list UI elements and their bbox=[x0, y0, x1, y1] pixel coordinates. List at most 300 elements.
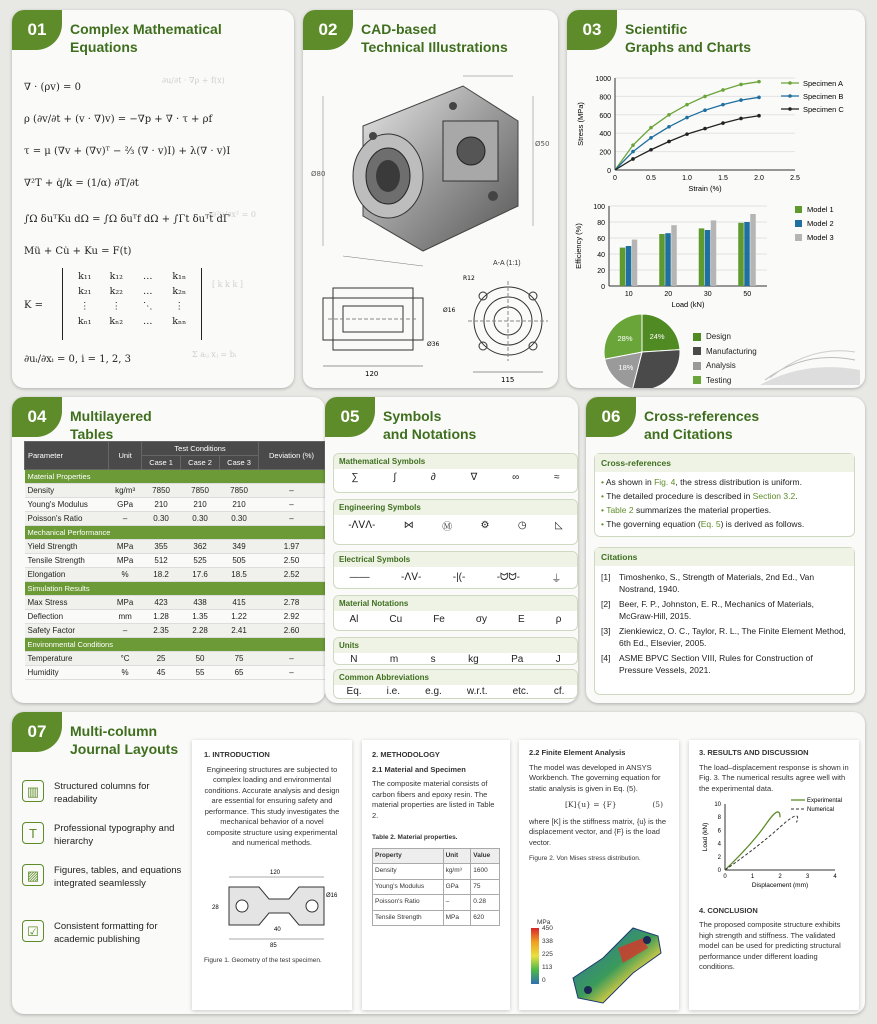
cell-unit: MPa bbox=[109, 540, 142, 554]
symbol-item: N bbox=[350, 654, 358, 665]
data-point bbox=[631, 143, 635, 147]
legend-label: Model 3 bbox=[807, 233, 834, 242]
bar bbox=[744, 222, 750, 286]
y-axis-label: Stress (MPa) bbox=[576, 102, 585, 146]
cell-case: 0.30 bbox=[181, 512, 220, 526]
bar bbox=[711, 220, 717, 286]
cell-case: 7850 bbox=[181, 484, 220, 498]
colorbar bbox=[531, 928, 539, 984]
cell-case: 2.35 bbox=[142, 624, 181, 638]
cross-reference-link[interactable]: Table 2 bbox=[606, 505, 634, 515]
y-tick-label: 40 bbox=[597, 252, 605, 259]
y-tick-label: 400 bbox=[599, 131, 611, 139]
book-decoration bbox=[755, 330, 865, 388]
svg-text:Ø16: Ø16 bbox=[326, 892, 338, 899]
x-tick-label: 0.5 bbox=[646, 175, 656, 182]
matrix-entry: k₁₁ bbox=[78, 271, 92, 282]
symbol-item: -ᐱᐯᐱ- bbox=[348, 520, 376, 531]
cell-case: 65 bbox=[220, 666, 259, 680]
x-tick-label: 3 bbox=[805, 874, 810, 880]
citation-number: [4] bbox=[601, 653, 611, 663]
symbol-item: σy bbox=[475, 614, 488, 625]
table-cell: MPa bbox=[443, 910, 471, 926]
table-section-row bbox=[25, 470, 325, 484]
section-title: Cross-references and Citations bbox=[644, 408, 760, 442]
symbol-item: Pa bbox=[511, 654, 524, 665]
table-header: Unit bbox=[443, 848, 471, 864]
card-cad bbox=[303, 10, 558, 388]
colorbar-label: 0 bbox=[542, 977, 546, 984]
numerical-curve bbox=[725, 816, 798, 870]
pie-label: 28% bbox=[617, 333, 633, 343]
data-point bbox=[757, 114, 761, 118]
x-tick-label: 1 bbox=[750, 874, 755, 880]
cell-deviation: 2.78 bbox=[259, 596, 325, 610]
colorbar-unit: MPa bbox=[537, 919, 551, 926]
table-row bbox=[25, 568, 325, 582]
header-test-conditions: Test Conditions bbox=[142, 442, 259, 456]
section-number: 07 bbox=[12, 712, 62, 752]
multilayer-table bbox=[24, 441, 325, 680]
cell-parameter: Deflection bbox=[25, 610, 109, 624]
data-point bbox=[685, 103, 689, 107]
colorbar-label: 225 bbox=[542, 951, 553, 958]
y-axis-label: Efficiency (%) bbox=[574, 223, 583, 269]
legend-swatch bbox=[693, 362, 701, 370]
symbol-item: kg bbox=[468, 654, 479, 665]
cell-case: 355 bbox=[142, 540, 181, 554]
cell-case: 362 bbox=[181, 540, 220, 554]
cell-unit: kg/m³ bbox=[109, 484, 142, 498]
card-tables bbox=[12, 397, 325, 703]
heading-results: 3. RESULTS AND DISCUSSION bbox=[699, 748, 809, 757]
cross-reference-link[interactable]: Eq. 5 bbox=[700, 519, 721, 529]
heading-introduction: 1. INTRODUCTION bbox=[204, 750, 270, 759]
cell-case: 1.35 bbox=[181, 610, 220, 624]
table-section-row bbox=[25, 526, 325, 540]
cell-case: 2.41 bbox=[220, 624, 259, 638]
cross-references-title: Cross-references bbox=[595, 454, 854, 472]
data-point bbox=[649, 126, 653, 130]
svg-text:120: 120 bbox=[270, 869, 281, 876]
symbol-group bbox=[333, 669, 578, 699]
citation-number: [3] bbox=[601, 626, 611, 636]
symbol-item: ◺ bbox=[555, 520, 563, 531]
data-point bbox=[667, 140, 671, 144]
card-graphs bbox=[567, 10, 865, 388]
cell-case: 45 bbox=[142, 666, 181, 680]
legend-label: Analysis bbox=[706, 361, 736, 370]
svg-text:85: 85 bbox=[270, 942, 277, 947]
citation-item bbox=[601, 598, 848, 622]
section-label: Simulation Results bbox=[25, 582, 325, 596]
data-point bbox=[631, 157, 635, 161]
equation-number: (5) bbox=[652, 800, 663, 809]
x-tick-label: 30 bbox=[703, 291, 712, 298]
citation-text: ASME BPVC Section VIII, Rules for Construction of Pressure Vessels, 2021. bbox=[619, 653, 813, 675]
bar bbox=[750, 214, 756, 286]
matrix-entry: k₂₁ bbox=[78, 286, 92, 297]
heading-methodology: 2. METHODOLOGY bbox=[372, 750, 440, 759]
header-case-1: Case 1 bbox=[142, 456, 181, 470]
legend-label: Specimen A bbox=[803, 79, 844, 88]
symbol-item: s bbox=[430, 654, 436, 665]
x-axis-label: Strain (%) bbox=[688, 184, 722, 193]
svg-text:Ø80: Ø80 bbox=[311, 170, 326, 178]
table-row bbox=[25, 624, 325, 638]
symbol-item: Ⓜ bbox=[442, 522, 453, 533]
cell-parameter: Young's Modulus bbox=[25, 498, 109, 512]
citations-title: Citations bbox=[595, 548, 854, 566]
y-tick-label: 200 bbox=[599, 149, 611, 157]
cad-isometric-drawing bbox=[303, 66, 558, 276]
symbol-item: -ᗢᗢ- bbox=[496, 572, 520, 583]
table-header: Value bbox=[471, 848, 500, 864]
cross-reference-item: • As shown in Fig. 4, the stress distribution is uniform. bbox=[601, 477, 802, 487]
cell-unit: – bbox=[109, 512, 142, 526]
colorbar-label: 450 bbox=[542, 925, 553, 932]
symbol-item: ≈ bbox=[554, 472, 560, 483]
cell-parameter: Safety Factor bbox=[25, 624, 109, 638]
data-point bbox=[667, 125, 671, 129]
citation-text: Timoshenko, S., Strength of Materials, 2nd Ed., Van Nostrand, 1940. bbox=[619, 572, 815, 594]
pie-legend-item bbox=[693, 376, 731, 385]
matrix-entry: … bbox=[143, 316, 153, 327]
cell-deviation: – bbox=[259, 512, 325, 526]
dim-d16: Ø16 bbox=[443, 307, 456, 314]
symbol-item: ∂ bbox=[430, 472, 436, 483]
data-point bbox=[739, 83, 743, 87]
symbol-item: ∞ bbox=[512, 472, 520, 483]
cell-deviation: 2.50 bbox=[259, 554, 325, 568]
table-2-caption: Table 2. Material properties. bbox=[372, 834, 458, 841]
legend-label: Specimen B bbox=[803, 92, 844, 101]
symbol-item: ρ bbox=[555, 614, 562, 625]
citation-text: Zienkiewicz, O. C., Taylor, R. L., The Finite Element Method, 6th Ed., Elsevier, 2005. bbox=[619, 626, 846, 648]
table-row bbox=[25, 512, 325, 526]
cell-case: 25 bbox=[142, 652, 181, 666]
symbol-item: J bbox=[555, 654, 561, 665]
cross-reference-item: • The governing equation (Eq. 5) is derived as follows. bbox=[601, 519, 805, 529]
y-tick-label: 800 bbox=[599, 94, 611, 102]
cross-reference-item: • The detailed procedure is described in Section 3.2. bbox=[601, 491, 798, 501]
section-label: Mechanical Performance bbox=[25, 526, 325, 540]
x-tick-label: 2 bbox=[778, 874, 782, 880]
svg-text:40: 40 bbox=[274, 926, 281, 933]
pie-legend-item bbox=[693, 347, 757, 356]
data-point bbox=[757, 80, 761, 84]
symbol-group-title: Engineering Symbols bbox=[334, 500, 577, 515]
cell-parameter: Yield Strength bbox=[25, 540, 109, 554]
matrix-entry: … bbox=[143, 286, 153, 297]
efficiency-bar-chart bbox=[567, 202, 865, 314]
table-row bbox=[25, 498, 325, 512]
cell-case: 18.2 bbox=[142, 568, 181, 582]
symbol-item: E bbox=[518, 614, 525, 625]
cell-case: 210 bbox=[142, 498, 181, 512]
cell-case: 210 bbox=[220, 498, 259, 512]
table-row bbox=[25, 610, 325, 624]
cell-case: 438 bbox=[181, 596, 220, 610]
heading-conclusion: 4. CONCLUSION bbox=[699, 905, 758, 915]
matrix-label: K = bbox=[24, 300, 44, 311]
cell-case: 0.30 bbox=[220, 512, 259, 526]
material-properties-table bbox=[372, 848, 500, 927]
y-tick-label: 80 bbox=[597, 220, 605, 227]
card-symbols bbox=[325, 397, 578, 703]
symbol-item: cf. bbox=[553, 686, 565, 697]
cell-case: 55 bbox=[181, 666, 220, 680]
checklist-icon: ☑ bbox=[22, 920, 44, 942]
x-axis-label: Displacement (mm) bbox=[751, 882, 809, 889]
stress-strain-chart bbox=[567, 72, 865, 207]
section-title: Complex Mathematical Equations bbox=[70, 21, 222, 55]
section-number: 04 bbox=[12, 397, 62, 437]
heading-fea: 2.2 Finite Element Analysis bbox=[529, 748, 626, 757]
table-cell: 0.28 bbox=[471, 895, 500, 911]
data-point bbox=[667, 113, 671, 117]
data-point bbox=[721, 103, 725, 107]
symbol-item: etc. bbox=[512, 686, 529, 697]
x-tick-label: 1.5 bbox=[718, 175, 728, 182]
x-tick-label: 50 bbox=[743, 291, 752, 298]
card-citations bbox=[586, 397, 865, 703]
symbol-item: m bbox=[389, 654, 399, 665]
section-title: Multilayered Tables bbox=[70, 408, 152, 442]
introduction-text: Engineering structures are subjected to complex loading and environmental conditions. Accurate analysis and design are essential for ensuring safety and performance. This study investigates the mechanical behavior of a novel composite structure using experimental and numerical methods. bbox=[204, 764, 340, 847]
table-cell: Density bbox=[373, 864, 444, 880]
matrix-entry: ⋱ bbox=[143, 301, 153, 312]
cell-case: 1.28 bbox=[142, 610, 181, 624]
section-view-label: A-A (1:1) bbox=[493, 260, 521, 267]
stress-contour-figure bbox=[563, 918, 673, 1008]
equation-dynamics: Mü + Cu̇ + Ku = F(t) bbox=[24, 246, 132, 257]
legend-label: Design bbox=[706, 332, 731, 341]
section-label: Environmental Conditions bbox=[25, 638, 325, 652]
cell-case: 1.22 bbox=[220, 610, 259, 624]
journal-page-fea bbox=[519, 740, 679, 1010]
cell-parameter: Temperature bbox=[25, 652, 109, 666]
header-unit: Unit bbox=[109, 442, 142, 470]
symbol-item: Fe bbox=[433, 614, 445, 625]
cad-orthographic-views bbox=[303, 266, 558, 386]
section-title: Scientific Graphs and Charts bbox=[625, 21, 752, 55]
header-case-3: Case 3 bbox=[220, 456, 259, 470]
section-title: Multi-column Journal Layouts bbox=[70, 723, 179, 757]
data-point bbox=[721, 88, 725, 92]
equation-weak-form: ∫Ω δuᵀKu dΩ = ∫Ω δuᵀf dΩ + ∫Γt δuᵀt̄ dΓ bbox=[24, 214, 230, 225]
citations-box bbox=[594, 547, 855, 695]
table-row bbox=[373, 910, 500, 926]
heading-material: 2.1 Material and Specimen bbox=[372, 764, 466, 774]
stiffness-matrix bbox=[62, 268, 202, 340]
table-cell: Tensile Strength bbox=[373, 910, 444, 926]
data-point bbox=[649, 148, 653, 152]
section-number: 03 bbox=[567, 10, 617, 50]
pie-label: 24% bbox=[649, 331, 665, 341]
y-tick-label: 1000 bbox=[595, 76, 611, 83]
matrix-entry: k₁ₙ bbox=[172, 271, 187, 282]
matrix-entry: … bbox=[143, 271, 153, 282]
header-case-2: Case 2 bbox=[181, 456, 220, 470]
pie-label: 18% bbox=[618, 363, 634, 373]
cell-case: 415 bbox=[220, 596, 259, 610]
symbol-item: ◷ bbox=[517, 520, 527, 531]
x-tick-label: 10 bbox=[624, 291, 633, 298]
table-cell: Young's Modulus bbox=[373, 879, 444, 895]
cell-parameter: Tensile Strength bbox=[25, 554, 109, 568]
section-number: 02 bbox=[303, 10, 353, 50]
dim-120: 120 bbox=[365, 370, 379, 378]
symbol-item: ⚙ bbox=[480, 520, 490, 531]
symbol-item: Al bbox=[349, 614, 359, 625]
cell-deviation: – bbox=[259, 498, 325, 512]
symbol-item: ∑ bbox=[351, 472, 359, 483]
svg-text:Ø50: Ø50 bbox=[535, 140, 550, 148]
cell-parameter: Poisson's Ratio bbox=[25, 512, 109, 526]
legend-label: Model 2 bbox=[807, 219, 834, 228]
cell-case: 75 bbox=[220, 652, 259, 666]
y-tick-label: 60 bbox=[597, 236, 605, 243]
colorbar-label: 113 bbox=[542, 964, 553, 971]
results-text: The load–displacement response is shown in Fig. 3. The numerical results agree well with the experimental data. bbox=[699, 762, 849, 793]
load-displacement-chart bbox=[699, 796, 849, 896]
cell-parameter: Humidity bbox=[25, 666, 109, 680]
table-cell: kg/m³ bbox=[443, 864, 471, 880]
pie-chart bbox=[587, 312, 697, 388]
cell-case: 525 bbox=[181, 554, 220, 568]
bar bbox=[671, 225, 677, 286]
data-point bbox=[649, 136, 653, 140]
cell-parameter: Max Stress bbox=[25, 596, 109, 610]
legend-swatch bbox=[795, 234, 802, 241]
table-row bbox=[373, 879, 500, 895]
table-row bbox=[373, 864, 500, 880]
cell-deviation: – bbox=[259, 666, 325, 680]
data-point bbox=[703, 95, 707, 99]
cell-unit: mm bbox=[109, 610, 142, 624]
specimen-geometry-figure bbox=[204, 857, 344, 947]
equation-5: [K]{u} = {F} bbox=[565, 800, 617, 809]
symbol-group bbox=[333, 637, 578, 665]
citation-number: [1] bbox=[601, 572, 611, 582]
symbol-item: i.e. bbox=[386, 686, 401, 697]
cross-reference-link[interactable]: Fig. 4 bbox=[654, 477, 676, 487]
card-journal bbox=[12, 712, 865, 1014]
cell-parameter: Elongation bbox=[25, 568, 109, 582]
table-row bbox=[25, 484, 325, 498]
dim-115: 115 bbox=[501, 376, 515, 384]
matrix-entry: kₙ₁ bbox=[77, 316, 92, 327]
image-icon: ▨ bbox=[22, 864, 44, 886]
table-row bbox=[25, 554, 325, 568]
cell-unit: % bbox=[109, 666, 142, 680]
cell-case: 423 bbox=[142, 596, 181, 610]
feature-typography: T Professional typography and hierarchy bbox=[22, 822, 182, 848]
table-row bbox=[25, 596, 325, 610]
cell-unit: GPa bbox=[109, 498, 142, 512]
cell-unit: – bbox=[109, 624, 142, 638]
y-tick-label: 10 bbox=[714, 802, 721, 808]
data-point bbox=[685, 132, 689, 136]
bar bbox=[659, 234, 665, 286]
header-parameter: Parameter bbox=[25, 442, 109, 470]
dim-r12: R12 bbox=[463, 275, 475, 282]
symbol-group bbox=[333, 499, 578, 545]
x-tick-label: 4 bbox=[833, 874, 837, 880]
x-tick-label: 2.0 bbox=[754, 175, 764, 182]
legend-swatch bbox=[795, 206, 802, 213]
cell-case: 17.6 bbox=[181, 568, 220, 582]
cell-case: 18.5 bbox=[220, 568, 259, 582]
legend-label: Numerical bbox=[807, 807, 835, 813]
equation-momentum: ρ (∂v/∂t + (v · ∇)v) = −∇p + ∇ · τ + ρf bbox=[24, 114, 213, 125]
cell-parameter: Density bbox=[25, 484, 109, 498]
matrix-entry: k₂ₙ bbox=[172, 286, 187, 297]
symbol-item: —— bbox=[349, 572, 370, 583]
equation-incompressibility: ∂uᵢ/∂xᵢ = 0, i = 1, 2, 3 bbox=[24, 354, 132, 365]
legend-label: Experimental bbox=[807, 798, 843, 804]
cell-case: 512 bbox=[142, 554, 181, 568]
cell-case: 7850 bbox=[142, 484, 181, 498]
symbol-item: w.r.t. bbox=[466, 686, 488, 697]
fea-text-2: where [K] is the stiffness matrix, {u} is the displacement vector, and {F} is the load vector. bbox=[529, 816, 667, 847]
x-tick-label: 1.0 bbox=[682, 175, 692, 182]
cross-reference-item: • Table 2 summarizes the material properties. bbox=[601, 505, 772, 515]
symbol-item: Cu bbox=[389, 614, 403, 625]
table-section-row bbox=[25, 582, 325, 596]
table-cell: – bbox=[443, 895, 471, 911]
section-number: 01 bbox=[12, 10, 62, 50]
header-deviation: Deviation (%) bbox=[259, 442, 325, 470]
symbol-item: Eq. bbox=[346, 686, 362, 697]
legend-swatch bbox=[693, 376, 701, 384]
cell-deviation: 2.52 bbox=[259, 568, 325, 582]
journal-page-introduction bbox=[192, 740, 352, 1010]
equation-continuity: ∇ · (ρv) = 0 bbox=[24, 82, 81, 93]
section-title: CAD-based Technical Illustrations bbox=[361, 21, 508, 55]
symbol-group-title: Common Abbreviations bbox=[334, 670, 577, 685]
y-tick-label: 0 bbox=[601, 284, 605, 291]
bar bbox=[699, 228, 705, 286]
table-cell: GPa bbox=[443, 879, 471, 895]
y-axis-label: Load (kN) bbox=[702, 822, 709, 852]
equation-heat: ∇²T + q̇/k = (1/α) ∂T/∂t bbox=[24, 178, 139, 189]
cross-reference-link[interactable]: Section 3.2 bbox=[752, 491, 796, 501]
symbol-group-title: Electrical Symbols bbox=[334, 552, 577, 567]
y-tick-label: 8 bbox=[717, 815, 721, 822]
card-equations: 01 Complex Mathematical Equations ∂u/∂t · ∇ρ + f(x) ∂²u/∂x² = 0 [ k k k ] Σ aᵢⱼ xⱼ = bᵢ ∇ · (ρv) = 0 ρ (∂v/∂t + (v · ∇)v) = −∇p + ∇ · τ + ρf τ = μ (∇v + (∇v)ᵀ − ⅔ (∇ · v)I) + λ(∇ · v)I ∇²T + q̇/k = (1/α) ∂T/∂t ∫Ω δuᵀKu dΩ = ∫Ω δuᵀf dΩ + ∫Γt δuᵀt̄ dΓ Mü + Cu̇ + Ku = F(t) K = k₁₁ k₁₂ … k₁ₙ k₂₁ k₂₂ … k₂ₙ ⋮ ⋮ ⋱ ⋮ kₙ₁ kₙ₂ … kₙₙ ∂uᵢ/∂xᵢ = 0, i = 1, 2, 3 bbox=[12, 10, 294, 388]
dim-d36: Ø36 bbox=[427, 341, 440, 348]
bar bbox=[620, 248, 626, 286]
table-cell: 620 bbox=[471, 910, 500, 926]
data-point bbox=[631, 150, 635, 154]
typography-icon: T bbox=[22, 822, 44, 844]
data-point bbox=[739, 117, 743, 121]
section-title: Symbols and Notations bbox=[383, 408, 477, 442]
x-tick-label: 2.5 bbox=[790, 175, 800, 182]
matrix-entry: kₙₙ bbox=[172, 316, 187, 327]
citation-item bbox=[601, 625, 848, 649]
pie-legend-item bbox=[693, 332, 731, 341]
figure-2-caption: Figure 2. Von Mises stress distribution. bbox=[529, 855, 641, 862]
table-row bbox=[25, 666, 325, 680]
data-point bbox=[703, 127, 707, 131]
legend-label: Model 1 bbox=[807, 205, 834, 214]
feature-columns: ▥ Structured columns for readability bbox=[22, 780, 182, 806]
journal-page-methodology bbox=[362, 740, 510, 1010]
bar bbox=[632, 240, 638, 286]
